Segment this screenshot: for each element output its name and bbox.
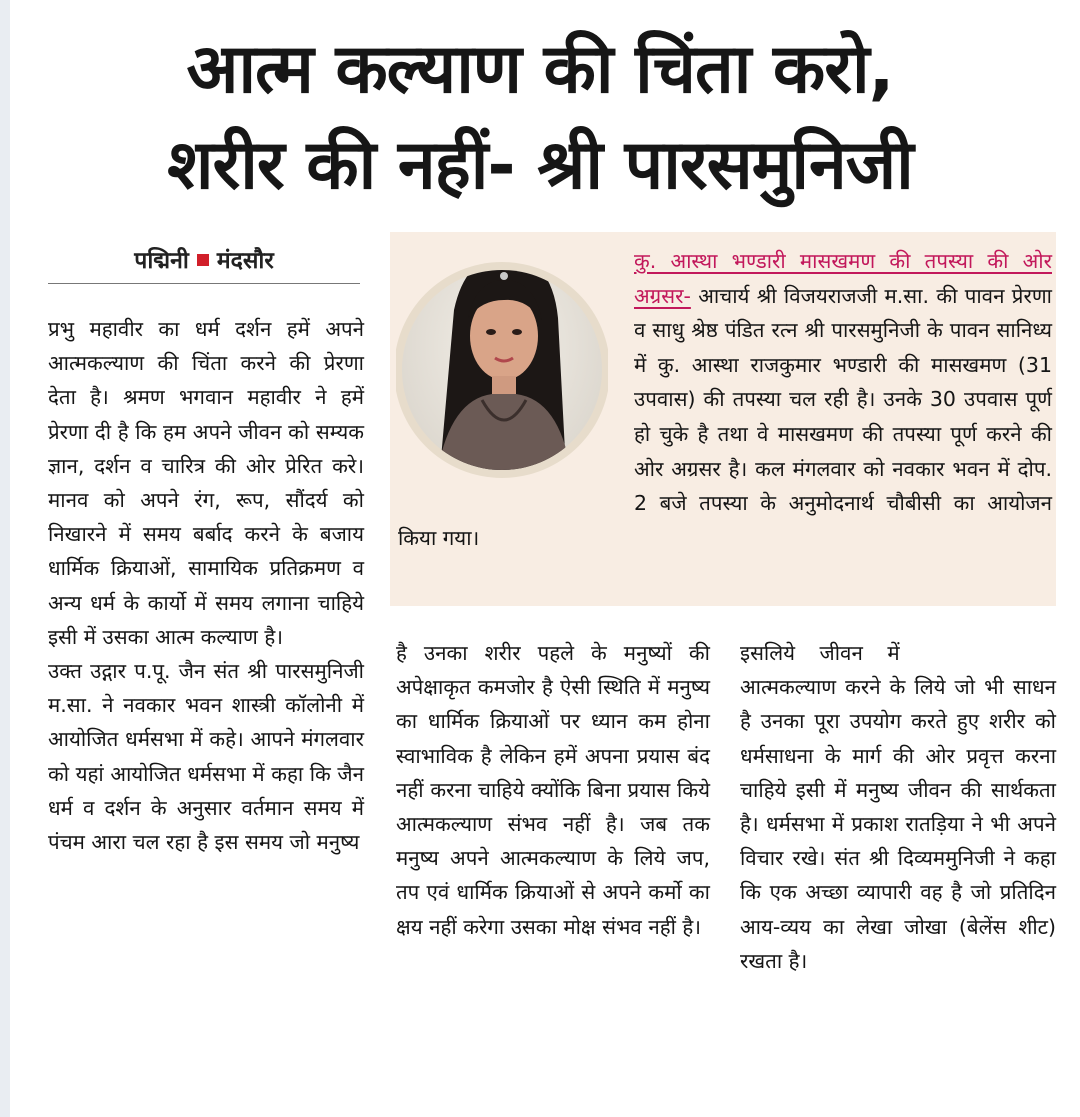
column-1-paragraph-2: उक्त उद्गार प.पू. जैन संत श्री पारसमुनिजी म.सा. ने नवकार भवन शास्त्री कॉलोनी में आयोजित धर्मसभा में कहे। आपने मंगलवार को यहां आयोजित धर्मसभा में कहा कि जैन धर्म व दर्शन के अनुसार वर्तमान समय में पंचम आरा चल रहा है इस समय जो मनुष्य <box>48 659 364 855</box>
article-column-1 <box>48 312 364 859</box>
byline-author: पद्मिनी <box>134 248 189 274</box>
byline-square-icon <box>197 254 209 266</box>
article-column-3 <box>740 636 1056 978</box>
page-edge <box>0 0 10 1117</box>
caption-title: कु. आस्था भण्डारी मासखमण की तपस्या की ओर अग्रसर- <box>634 249 1052 308</box>
column-2-paragraph-1: है उनका शरीर पहले के मनुष्यों की अपेक्षाकृत कमजोर है ऐसी स्थिति में मनुष्य का धार्मिक क्रियाओं पर ध्यान कम होना स्वाभाविक है लेकिन हमें अपना प्रयास बंद नहीं करना चाहिये क्योंकि बिना प्रयास किये आत्मकल्याण संभव नहीं है। जब तक मनुष्य अपने आत्मकल्याण के लिये जप, तप एवं धार्मिक क्रियाओं से अपने कर्मो का क्षय नहीं करेगा उसका मोक्ष संभव नहीं है। <box>396 641 710 939</box>
article-column-2 <box>396 636 710 944</box>
headline-line-2: शरीर की नहीं- श्री पारसमुनिजी <box>167 126 913 205</box>
byline <box>48 243 360 284</box>
caption-body: आचार्य श्री विजयराजजी म.सा. की पावन प्रेरणा व साधु श्रेष्ठ पंडित रत्न श्री पारसमुनिजी के पावन सानिध्य में कु. आस्था राजकुमार भण्डारी की मासखमण (31 उपवास) की तपस्या चल रही है। उनके 30 उपवास पूर्ण हो चुके है तथा वे मासखमण की तपस्या पूर्ण करने की ओर अग्रसर है। कल मंगलवार को नवकार भवन में दोप. 2 बजे तपस्या के अनुमोदनार्थ चौबीसी का आयोजन किया गया। <box>398 283 1052 550</box>
byline-place: मंदसौर <box>216 248 274 274</box>
photo-caption <box>398 244 1052 555</box>
column-1-paragraph-1: प्रभु महावीर का धर्म दर्शन हमें अपने आत्मकल्याण की चिंता करने की प्रेरणा देता है। श्रमण भगवान महावीर ने हमें प्रेरणा दी है कि हम अपने जीवन को सम्यक ज्ञान, दर्शन व चारित्र की ओर प्रेरित करे। मानव को अपने रंग, रूप, सौंदर्य को निखारने में समय बर्बाद करने के बजाय धार्मिक क्रियाओं, सामायिक प्रतिक्रमण व अन्य धर्म के कार्यो में समय लगाना चाहिये इसी में उसका आत्म कल्याण है। <box>48 317 364 649</box>
headline-line-1: आत्म कल्याण की चिंता करो, <box>186 30 894 109</box>
column-3-line-1: इसलिये जीवन में <box>740 641 900 665</box>
column-3-paragraph-1: आत्मकल्याण करने के लिये जो भी साधन है उनका पूरा उपयोग करते हुए शरीर को धर्मसाधना के मार्ग की ओर प्रवृत्त करना चाहिये इसी में मनुष्य जीवन की सार्थकता है। धर्मसभा में प्रकाश रातड़िया ने भी अपने विचार रखे। संत श्री दिव्यममुनिजी ने कहा कि एक अच्छा व्यापारी वह है जो प्रतिदिन आय-व्यय का लेखा जोखा (बेलेंस शीट) रखता है। <box>740 675 1056 973</box>
headline <box>40 22 1040 214</box>
